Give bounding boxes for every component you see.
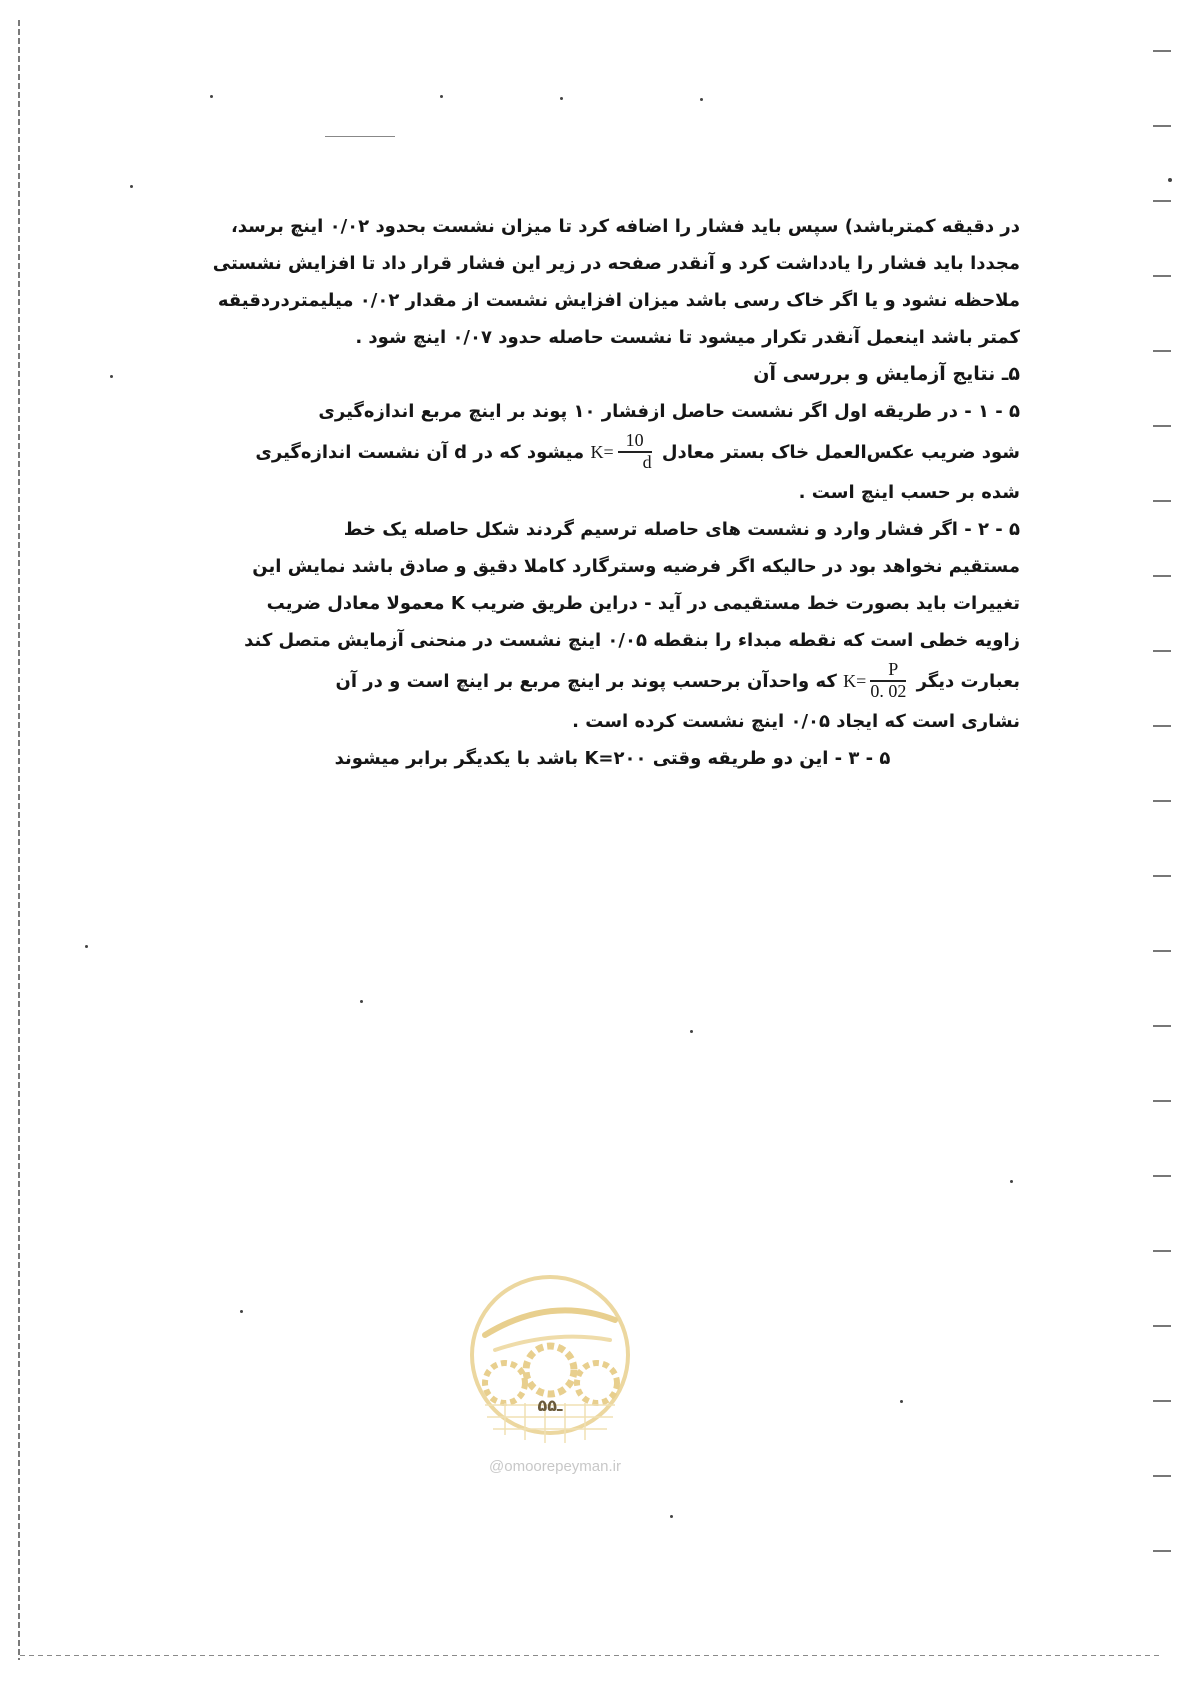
- body-text: شود ضریب عکس‌العمل خاک بستر معادل: [661, 442, 1020, 463]
- body-line: ملاحظه نشود و یا اگر خاک رسی باشد میزان افزایش نشست از مقدار ۰/۰۲ میلیمتردردقیقه: [217, 290, 1020, 311]
- body-line: در دقیقه کمترباشد) سپس باید فشار را اضافه کرد تا میزان نشست بحدود ۰/۰۲ اینچ برسد،: [230, 216, 1020, 237]
- scan-artifact: [210, 95, 213, 98]
- scan-artifact: [690, 1030, 693, 1033]
- scan-mark: [1153, 800, 1171, 802]
- scan-mark: [1153, 950, 1171, 952]
- scan-mark: [1153, 350, 1171, 352]
- fraction: [870, 660, 906, 702]
- fraction-numerator: 10: [618, 431, 652, 453]
- formula-line: [205, 430, 1020, 474]
- scan-mark: [1153, 1325, 1171, 1327]
- scan-mark: [1153, 1475, 1171, 1477]
- left-margin-border: [18, 20, 20, 1660]
- formula-k-p-over-002: [843, 659, 910, 703]
- body-text: میشود که در d آن نشست اندازه‌گیری: [255, 442, 585, 463]
- scan-artifact: [440, 95, 443, 98]
- scan-mark: [1153, 200, 1171, 202]
- scan-mark: [1153, 50, 1171, 52]
- scan-mark: [1153, 500, 1171, 502]
- formula-lhs: K=: [843, 671, 867, 691]
- scan-artifact: [670, 1515, 673, 1518]
- scan-artifact: [1010, 1180, 1013, 1183]
- scan-mark: [1153, 1175, 1171, 1177]
- scan-artifact: [700, 98, 703, 101]
- bottom-margin-border: [20, 1655, 1161, 1656]
- scan-mark: [1153, 1400, 1171, 1402]
- scan-mark: [1153, 1550, 1171, 1552]
- scan-mark: [1153, 725, 1171, 727]
- body-line: کمتر باشد اینعمل آنقدر تکرار میشود تا نشست حاصله حدود ۰/۰۷ اینچ شود .: [355, 327, 1020, 348]
- fraction: [618, 431, 652, 473]
- body-line: زاویه خطی است که نقطه مبداء را بنقطه ۰/۰۵ اینچ نشست در منحنی آزمایش متصل کند: [244, 630, 1020, 651]
- body-line: نشاری است که ایجاد ۰/۰۵ اینچ نشست کرده است .: [572, 711, 1020, 732]
- scan-mark: [1153, 1250, 1171, 1252]
- scan-artifact: [240, 1310, 243, 1313]
- scan-mark: [1153, 575, 1171, 577]
- document-body: [205, 208, 1020, 777]
- scan-mark: [1153, 125, 1171, 127]
- scan-artifact: [360, 1000, 363, 1003]
- body-text: که واحدآن برحسب پوند بر اینچ مربع بر اینچ است و در آن: [335, 671, 837, 692]
- body-line: ۵ - ۳ - این دو طریقه وقتی K=۲۰۰ باشد با یکدیگر برابر میشوند: [334, 748, 891, 769]
- scan-mark: [1153, 875, 1171, 877]
- scan-artifact: [110, 375, 113, 378]
- formula-lhs: K=: [590, 442, 614, 462]
- watermark-site: @omoorepeyman.ir: [489, 1458, 621, 1475]
- body-line: مجددا باید فشار را یادداشت کرد و آنقدر صفحه در زیر این فشار قرار داد تا افزایش نشستی: [212, 253, 1020, 274]
- watermark-logo: [465, 1275, 635, 1450]
- section-heading: ۵ـ نتایج آزمایش و بررسی آن: [753, 363, 1020, 385]
- scan-artifact: [130, 185, 133, 188]
- fraction-denominator: d: [642, 452, 652, 472]
- scan-mark: [1153, 275, 1171, 277]
- body-text: بعبارت دیگر: [916, 671, 1020, 692]
- scan-artifact: [325, 136, 395, 137]
- scan-artifact: [85, 945, 88, 948]
- body-line: شده بر حسب اینچ است .: [798, 482, 1020, 503]
- fraction-numerator: P: [870, 660, 906, 682]
- scan-mark: [1153, 425, 1171, 427]
- scan-artifact: [900, 1400, 903, 1403]
- formula-k-10-over-d: [590, 430, 655, 474]
- body-line: تغییرات باید بصورت خط مستقیمی در آید - دراین طریق ضریب K معمولا معادل ضریب: [266, 593, 1020, 614]
- body-line: ۵ - ۱ - در طریقه اول اگر نشست حاصل ازفشار ۱۰ پوند بر اینچ مربع اندازه‌گیری: [318, 401, 1020, 422]
- body-line: ۵ - ۲ - اگر فشار وارد و نشست های حاصله ترسیم گردند شکل حاصله یک خط: [343, 519, 1020, 540]
- scan-mark: [1153, 1025, 1171, 1027]
- page-number: ۵ـ۵: [537, 1396, 563, 1415]
- body-line: مستقیم نخواهد بود در حالیکه اگر فرضیه وسترگارد کاملا دقیق و صادق باشد نمایش این: [252, 556, 1020, 577]
- scan-artifact: [1168, 178, 1172, 182]
- formula-line: [205, 659, 1020, 703]
- scan-mark: [1153, 650, 1171, 652]
- scan-artifact: [560, 97, 563, 100]
- scan-mark: [1153, 1100, 1171, 1102]
- fraction-denominator: 0. 02: [870, 681, 907, 701]
